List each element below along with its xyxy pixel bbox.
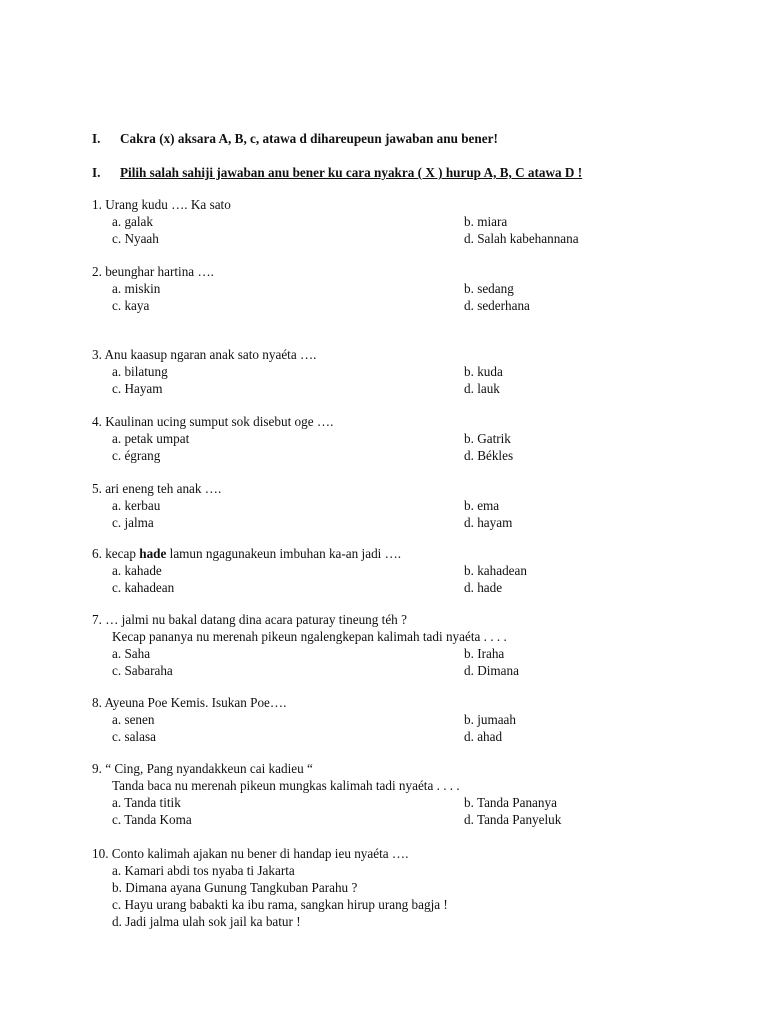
option-a[interactable]: a. bilatung [112, 364, 168, 379]
question-4 [92, 413, 712, 464]
option-b[interactable]: b. Dimana ayana Gunung Tangkuban Parahu ? [112, 880, 358, 895]
option-a[interactable]: a. kerbau [112, 498, 161, 513]
question-text [92, 545, 712, 562]
options-row-2 [92, 514, 712, 531]
question-7 [92, 611, 712, 679]
option-d[interactable]: d. hade [464, 580, 503, 595]
option-c[interactable]: c. Nyaah [112, 231, 159, 246]
option-a[interactable]: a. Kamari abdi tos nyaba ti Jakarta [112, 863, 295, 878]
option-a[interactable]: a. senen [112, 712, 155, 727]
option-c[interactable]: c. Tanda Koma [112, 812, 192, 827]
option-d[interactable]: d. Tanda Panyeluk [464, 812, 562, 827]
section-number: I. [92, 131, 101, 146]
option-d[interactable]: d. Jadi jalma ulah sok jail ka batur ! [112, 914, 301, 929]
option-b[interactable]: b. Gatrik [464, 431, 511, 446]
question-9 [92, 760, 712, 828]
options-row-1 [92, 363, 712, 380]
options-row-1 [92, 280, 712, 297]
options-row-1 [92, 645, 712, 662]
options-row-1 [92, 430, 712, 447]
options-row-2 [92, 380, 712, 397]
options-row-1 [92, 497, 712, 514]
option-a[interactable]: a. Tanda titik [112, 795, 181, 810]
question-instruction: Tanda baca nu merenah pikeun mungkas kalimah tadi nyaéta . . . . [112, 778, 460, 793]
section-heading-2 [92, 165, 582, 181]
option-c[interactable]: c. kahadean [112, 580, 175, 595]
option-b[interactable]: b. miara [464, 214, 508, 229]
option-a[interactable]: a. miskin [112, 281, 161, 296]
option-d[interactable]: d. sederhana [464, 298, 530, 313]
question-10 [92, 845, 712, 930]
question-text: 8. Ayeuna Poe Kemis. Isukan Poe…. [92, 695, 287, 710]
options-row-2 [92, 230, 712, 247]
option-d[interactable]: d. Salah kabehannana [464, 231, 579, 246]
option-b[interactable]: b. kahadean [464, 563, 527, 578]
option-b[interactable]: b. jumaah [464, 712, 517, 727]
option-a[interactable]: a. Saha [112, 646, 151, 661]
option-a[interactable]: a. kahade [112, 563, 162, 578]
question-text: 2. beunghar hartina …. [92, 264, 214, 279]
option-c[interactable]: c. Hayu urang babakti ka ibu rama, sangkan hirup urang bagja ! [112, 897, 448, 912]
question-text: 10. Conto kalimah ajakan nu bener di handap ieu nyaéta …. [92, 846, 409, 861]
options-row-1 [92, 213, 712, 230]
options-row-2 [92, 662, 712, 679]
option-b[interactable]: b. ema [464, 498, 500, 513]
question-instruction: Kecap pananya nu merenah pikeun ngalengkepan kalimah tadi nyaéta . . . . [112, 629, 507, 644]
question-3 [92, 346, 712, 397]
option-c[interactable]: c. égrang [112, 448, 161, 463]
options-row-2 [92, 447, 712, 464]
section-instruction: Pilih salah sahiji jawaban anu bener ku cara nyakra ( X ) hurup A, B, C atawa D ! [120, 165, 583, 180]
question-1 [92, 196, 712, 247]
question-text: 4. Kaulinan ucing sumput sok disebut oge …. [92, 414, 334, 429]
option-a[interactable]: a. petak umpat [112, 431, 190, 446]
option-b[interactable]: b. kuda [464, 364, 503, 379]
question-text-start: 6. kecap [92, 546, 140, 561]
option-b[interactable]: b. Iraha [464, 646, 505, 661]
option-d[interactable]: d. lauk [464, 381, 500, 396]
options-row-1 [92, 794, 712, 811]
question-5 [92, 480, 712, 531]
options-row-2 [92, 811, 712, 828]
option-d[interactable]: d. ahad [464, 729, 503, 744]
question-keyword: hade [139, 546, 167, 561]
section-instruction: Cakra (x) aksara A, B, c, atawa d dihareupeun jawaban anu bener! [120, 131, 498, 146]
question-8 [92, 694, 712, 745]
question-text: 7. … jalmi nu bakal datang dina acara paturay tineung téh ? [92, 612, 407, 627]
option-d[interactable]: d. Dimana [464, 663, 519, 678]
question-text: 9. “ Cing, Pang nyandakkeun cai kadieu “ [92, 761, 313, 776]
option-c[interactable]: c. Hayam [112, 381, 163, 396]
option-a[interactable]: a. galak [112, 214, 154, 229]
section-number: I. [92, 165, 101, 180]
options-row-2 [92, 728, 712, 745]
option-b[interactable]: b. sedang [464, 281, 514, 296]
option-d[interactable]: d. hayam [464, 515, 513, 530]
option-c[interactable]: c. jalma [112, 515, 154, 530]
option-c[interactable]: c. Sabaraha [112, 663, 173, 678]
question-text-end: lamun ngagunakeun imbuhan ka-an jadi …. [166, 546, 402, 561]
option-b[interactable]: b. Tanda Pananya [464, 795, 557, 810]
option-c[interactable]: c. salasa [112, 729, 156, 744]
options-row-2 [92, 579, 712, 596]
question-text: 5. ari eneng teh anak …. [92, 481, 222, 496]
section-heading-1 [92, 131, 498, 147]
question-text: 1. Urang kudu …. Ka sato [92, 197, 231, 212]
options-row-1 [92, 562, 712, 579]
question-2 [92, 263, 712, 314]
option-c[interactable]: c. kaya [112, 298, 150, 313]
options-row-1 [92, 711, 712, 728]
option-d[interactable]: d. Békles [464, 448, 514, 463]
options-row-2 [92, 297, 712, 314]
question-6 [92, 545, 712, 596]
question-text: 3. Anu kaasup ngaran anak sato nyaéta …. [92, 347, 317, 362]
